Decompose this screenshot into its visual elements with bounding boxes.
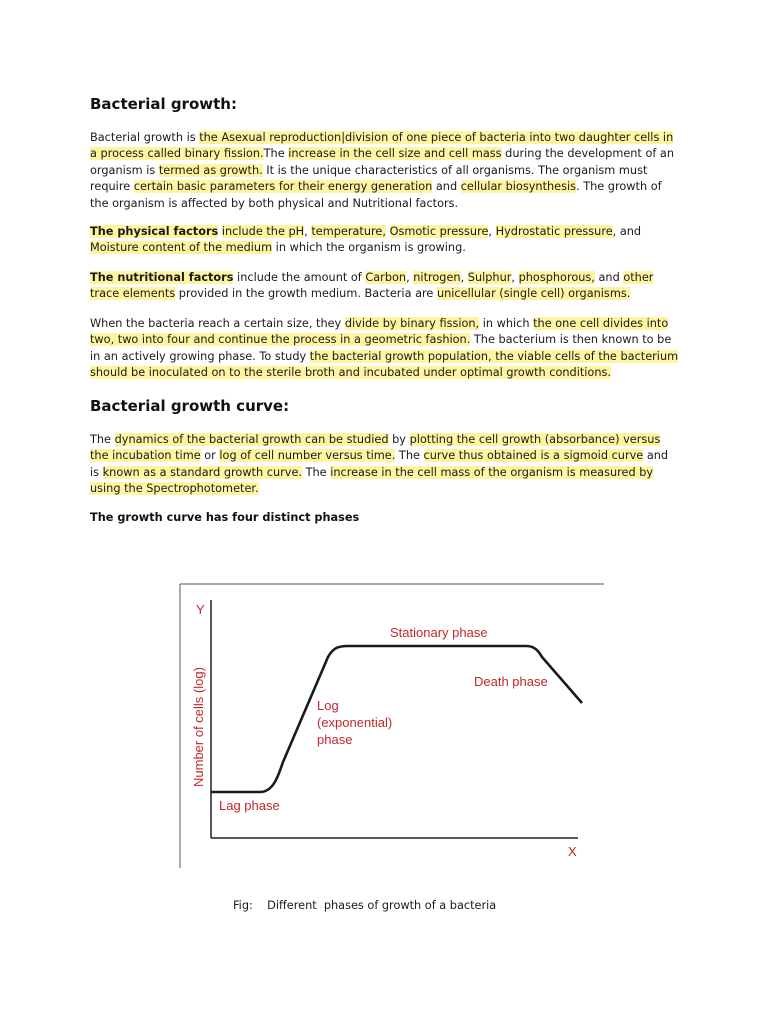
text-run: When the bacteria reach a certain size, they <box>90 317 345 330</box>
text-run: , <box>406 271 414 284</box>
text-run: during the development of an organism is <box>90 147 675 177</box>
text-run: include the amount of <box>233 271 366 284</box>
text-run: provided in the growth medium. Bacteria are <box>175 287 437 301</box>
highlighted-text: phosphorous, <box>518 271 595 284</box>
highlighted-text: Sulphur <box>467 271 512 284</box>
paragraph-nutritional-factors <box>90 270 680 303</box>
paragraph-growth-curve <box>90 432 680 498</box>
paragraph-definition <box>90 130 680 212</box>
text-run: It is the unique characteristics of all organisms. The organism must require <box>90 163 648 194</box>
highlighted-text: log of cell number versus time. <box>219 449 396 463</box>
highlighted-text: Hydrostatic pressure <box>495 225 613 238</box>
highlighted-text: certain basic parameters for their energy generation <box>133 180 433 194</box>
text-run: The <box>90 433 115 446</box>
highlighted-text: curve thus obtained is a sigmoid curve <box>423 449 644 463</box>
highlighted-text: unicellular (single cell) organisms. <box>436 287 631 301</box>
text-run: , <box>460 271 468 284</box>
paragraph-physical-factors <box>90 224 680 257</box>
highlighted-text: the Asexual reproduction|division of one piece of bacteria into two daughter cells in a process called binary fission. <box>90 131 674 161</box>
growth-curve-diagram <box>178 582 608 872</box>
highlighted-text: the one cell divides into two, two into four and continue the process in a geometric fashion. <box>90 317 669 347</box>
highlighted-text: The nutritional factors <box>90 271 234 284</box>
highlighted-text: Moisture content of the medium <box>90 241 273 255</box>
figure-caption: Fig: Different phases of growth of a bacteria <box>233 899 497 912</box>
stationary-phase-label: Stationary phase <box>390 625 488 640</box>
highlighted-text: other trace elements <box>90 271 654 301</box>
x-axis-letter: X <box>568 844 577 859</box>
highlighted-text: Osmotic pressure <box>389 225 489 238</box>
text-run: The <box>301 465 331 479</box>
section-heading-bacterial-growth: Bacterial growth: <box>90 95 237 113</box>
text-run: The <box>395 449 424 463</box>
text-run: in which the organism is growing. <box>272 241 466 255</box>
text-run: in which <box>479 317 534 330</box>
y-axis-letter: Y <box>196 602 205 617</box>
lag-phase-label: Lag phase <box>219 798 280 813</box>
log-phase-label-line1: Log <box>317 698 339 713</box>
growth-curve-line <box>211 646 582 792</box>
text-run: and is <box>90 449 669 479</box>
text-run: The bacterium is then known to be in an actively growing phase. To study <box>90 333 672 363</box>
paragraph-binary-fission <box>90 316 680 382</box>
text-run: , <box>304 225 312 238</box>
highlighted-text: increase in the cell mass of the organism is measured by using the Spectrophotometer. <box>90 465 654 496</box>
highlighted-text: The physical factors <box>90 225 219 238</box>
highlighted-text: cellular biosynthesis <box>460 180 577 194</box>
death-phase-label: Death phase <box>474 674 548 689</box>
log-phase-label-line3: phase <box>317 732 353 747</box>
highlighted-text: temperature, <box>311 225 386 238</box>
highlighted-text: increase in the cell size and cell mass <box>288 147 502 161</box>
text-run: Bacterial growth is <box>90 131 200 144</box>
text-run: , and <box>612 225 642 238</box>
highlighted-text: plotting the cell growth (absorbance) versus the incubation time <box>90 433 661 463</box>
text-run: , <box>511 271 519 284</box>
highlighted-text: Carbon <box>365 271 407 284</box>
highlighted-text: divide by binary fission, <box>344 317 480 330</box>
text-run: , <box>488 225 496 238</box>
text-run: by <box>388 433 410 446</box>
highlighted-text: include the pH <box>221 225 305 238</box>
section-heading-growth-curve: Bacterial growth curve: <box>90 397 290 415</box>
y-axis-label: Number of cells (log) <box>191 667 206 787</box>
log-phase-label-line2: (exponential) <box>317 715 393 730</box>
text-run: and <box>594 271 624 284</box>
text-run: or <box>200 449 220 463</box>
text-run: and <box>432 180 461 194</box>
growth-curve-figure <box>178 582 608 872</box>
highlighted-text: termed as growth. <box>158 163 263 177</box>
highlighted-text: known as a standard growth curve. <box>102 465 302 479</box>
highlighted-text: nitrogen <box>413 271 461 284</box>
highlighted-text: the bacterial growth population, the viable cells of the bacterium should be inoculated on to the sterile broth and incubated under optimal growth conditions. <box>90 349 679 380</box>
text-run: . The growth of the organism is affected by both physical and Nutritional factors. <box>90 180 662 210</box>
subheading-four-phases: The growth curve has four distinct phases <box>90 511 360 524</box>
highlighted-text: dynamics of the bacterial growth can be studied <box>114 433 389 446</box>
text-run: The <box>263 147 289 161</box>
